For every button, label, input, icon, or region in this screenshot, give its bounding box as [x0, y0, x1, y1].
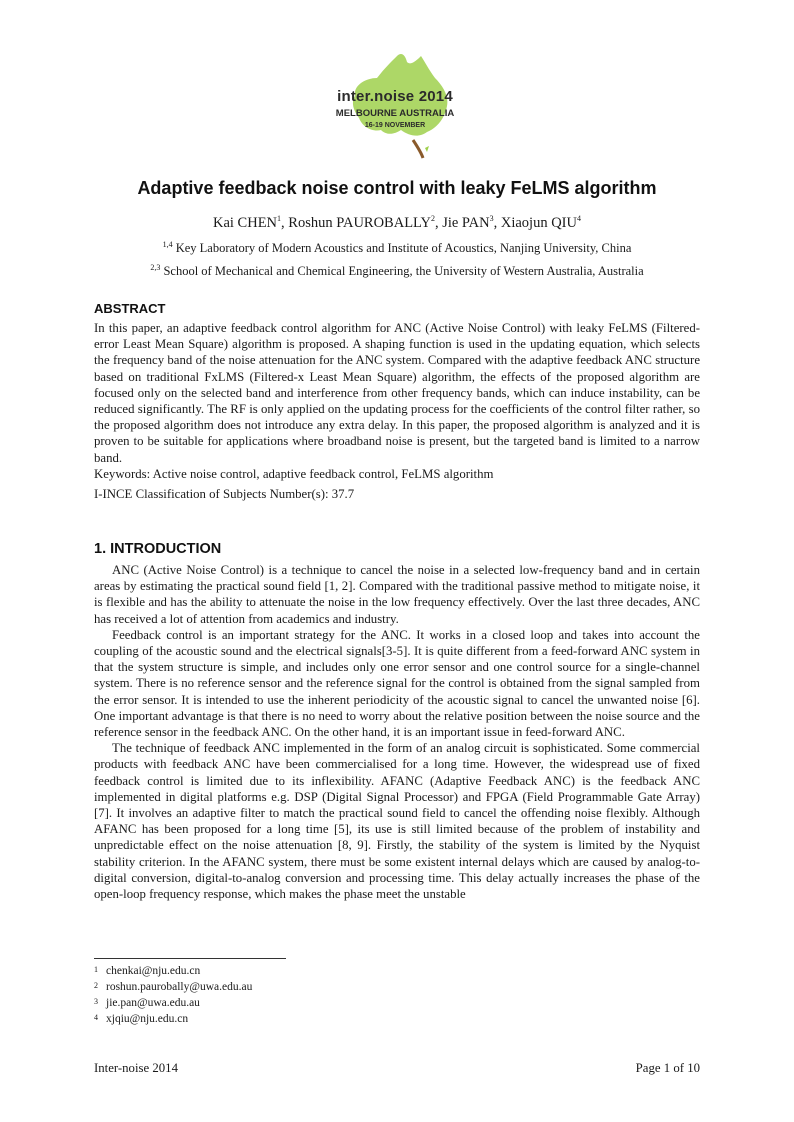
affiliation-text: Key Laboratory of Modern Acoustics and Institute of Acoustics, Nanjing University, China	[172, 241, 632, 255]
author-name: Roshun PAUROBALLY	[288, 215, 431, 231]
author-name: Xiaojun QIU	[500, 215, 577, 231]
author-sup: 4	[576, 214, 581, 223]
footnotes	[94, 963, 494, 1027]
author-sup: 3	[489, 214, 494, 223]
conference-logo	[325, 48, 465, 163]
footnote: 1 chenkai@nju.edu.cn	[94, 965, 201, 977]
footnote: 4 xjqiu@nju.edu.cn	[94, 1013, 189, 1025]
introduction-body	[94, 562, 700, 902]
abstract-body: In this paper, an adaptive feedback control algorithm for ANC (Active Noise Control) with leaky FeLMS (Filtered-error Least Mean Square) algorithm is proposed. A shaping function is used in the updating equation, which selects the frequency band of the noise attenuation for the ANC system. Compared with the adaptive feedback ANC structure based on traditional FxLMS (Filtered-x Least Mean Square) algorithm, the effects of the proposed algorithm are focused only on the selected band and interference from other frequency bands, which can induce instability, can be reduced significantly. The RF is only applied on the updating process for the coefficients of the control filter rather, so the proposed algorithm does not introduce any extra delay. In this paper, the proposed algorithm is analyzed and it is proven to be suitable for applications where broadband noise is present, but the targeted band is limited to a narrow band.	[94, 321, 700, 465]
introduction-heading: 1. INTRODUCTION	[94, 541, 222, 557]
affiliation-sup: 2,3	[150, 263, 161, 272]
logo-location: MELBOURNE AUSTRALIA	[335, 108, 455, 119]
affiliation-1	[0, 241, 794, 256]
footer-conference: Inter-noise 2014	[94, 1061, 178, 1075]
footnote-email: chenkai@nju.edu.cn	[106, 965, 201, 977]
intro-paragraph: The technique of feedback ANC implemented in the form of an analog circuit is sophisticated. Some commercial products with feedback ANC have been commercialised for a long time. However, the widespread use of fixed feedback control is limited due to its inflexibility. AFANC (Adaptive Feedback ANC) is the feedback ANC implemented in digital platforms e.g. DSP (Digital Signal Processor) and FPGA (Field Programmable Gate Array) [7]. It involves an adaptive filter to match the practical sound field to cancel the offending noise flexibly. Although AFANC has been proposed for a long time [5], its use is still limited because of the problem of instability and unpredictable effect on the noise attenuation [8, 9]. Firstly, the stability of the system is limited by the Nyquist stability criterion. In the AFANC system, there must be some existent internal delays which are caused by analog-to-digital conversion, digital-to-analog conversion and processing time. This delay actually increases the phase of the open-loop frequency response, which makes the phase meet the unstable	[94, 741, 700, 902]
intro-paragraph: Feedback control is an important strategy for the ANC. It works in a closed loop and takes into account the coupling of the acoustic sound and the electrical signals[3-5]. It is quite different from a feed-forward ANC system in that the system structure is simple, and includes only one error sensor and one control source for a single-channel system. There is no reference sensor and the reference signal for the control is obtained from the signal sampled from the error sensor. It is intended to use the inherent periodicity of the acoustic signal to cancel the unwanted noise [6]. One important advantage is that there is no need to worry about the relative position between the noise source and the reference sensor in the feedback ANC. On the other hand, it is an important issue in feed-forward ANC.	[94, 627, 700, 740]
logo-dates: 16-19 NOVEMBER	[364, 122, 426, 129]
affiliation-text: School of Mechanical and Chemical Engineering, the University of Western Australia, Australia	[160, 264, 644, 278]
author-sup: 2	[430, 214, 435, 223]
footnote: 3 jie.pan@uwa.edu.au	[94, 997, 200, 1009]
footnote-divider	[94, 958, 286, 959]
author-sup: 1	[277, 214, 282, 223]
keywords: Keywords: Active noise control, adaptive feedback control, FeLMS algorithm	[94, 467, 494, 481]
footnote-email: xjqiu@nju.edu.cn	[106, 1013, 189, 1025]
intro-paragraph: ANC (Active Noise Control) is a technique to cancel the noise in a selected low-frequency band and in certain areas by estimating the practical sound field [1, 2]. Compared with the traditional passive method to mitigate noise, it is flexible and has the ability to attenuate the noise in the low frequency effectively. Over the last three decades, ANC has received a lot of attention from academics and industry.	[94, 563, 700, 626]
logo-conference-name: inter.noise 2014	[337, 88, 453, 105]
paper-title: Adaptive feedback noise control with leaky FeLMS algorithm	[137, 178, 657, 198]
australia-map-icon	[325, 48, 465, 163]
footnote-email: roshun.paurobally@uwa.edu.au	[106, 981, 253, 993]
author-list: Kai CHEN$^1$, Roshun PAUROBALLY$^2$, Jie PAN$^3$, Xiaojun QIU$^4$	[213, 214, 581, 231]
affiliation-sup: 1,4	[162, 240, 173, 249]
author-name: Jie PAN	[442, 215, 490, 231]
author-name: Kai CHEN	[213, 215, 278, 231]
footnote-email: jie.pan@uwa.edu.au	[106, 997, 200, 1009]
classification: I-INCE Classification of Subjects Number(s): 37.7	[94, 487, 355, 501]
footnote: 2 roshun.paurobally@uwa.edu.au	[94, 981, 253, 993]
abstract-heading: ABSTRACT	[94, 301, 166, 316]
affiliation-2	[0, 264, 794, 279]
footer-page-number: Page 1 of 10	[635, 1061, 700, 1075]
